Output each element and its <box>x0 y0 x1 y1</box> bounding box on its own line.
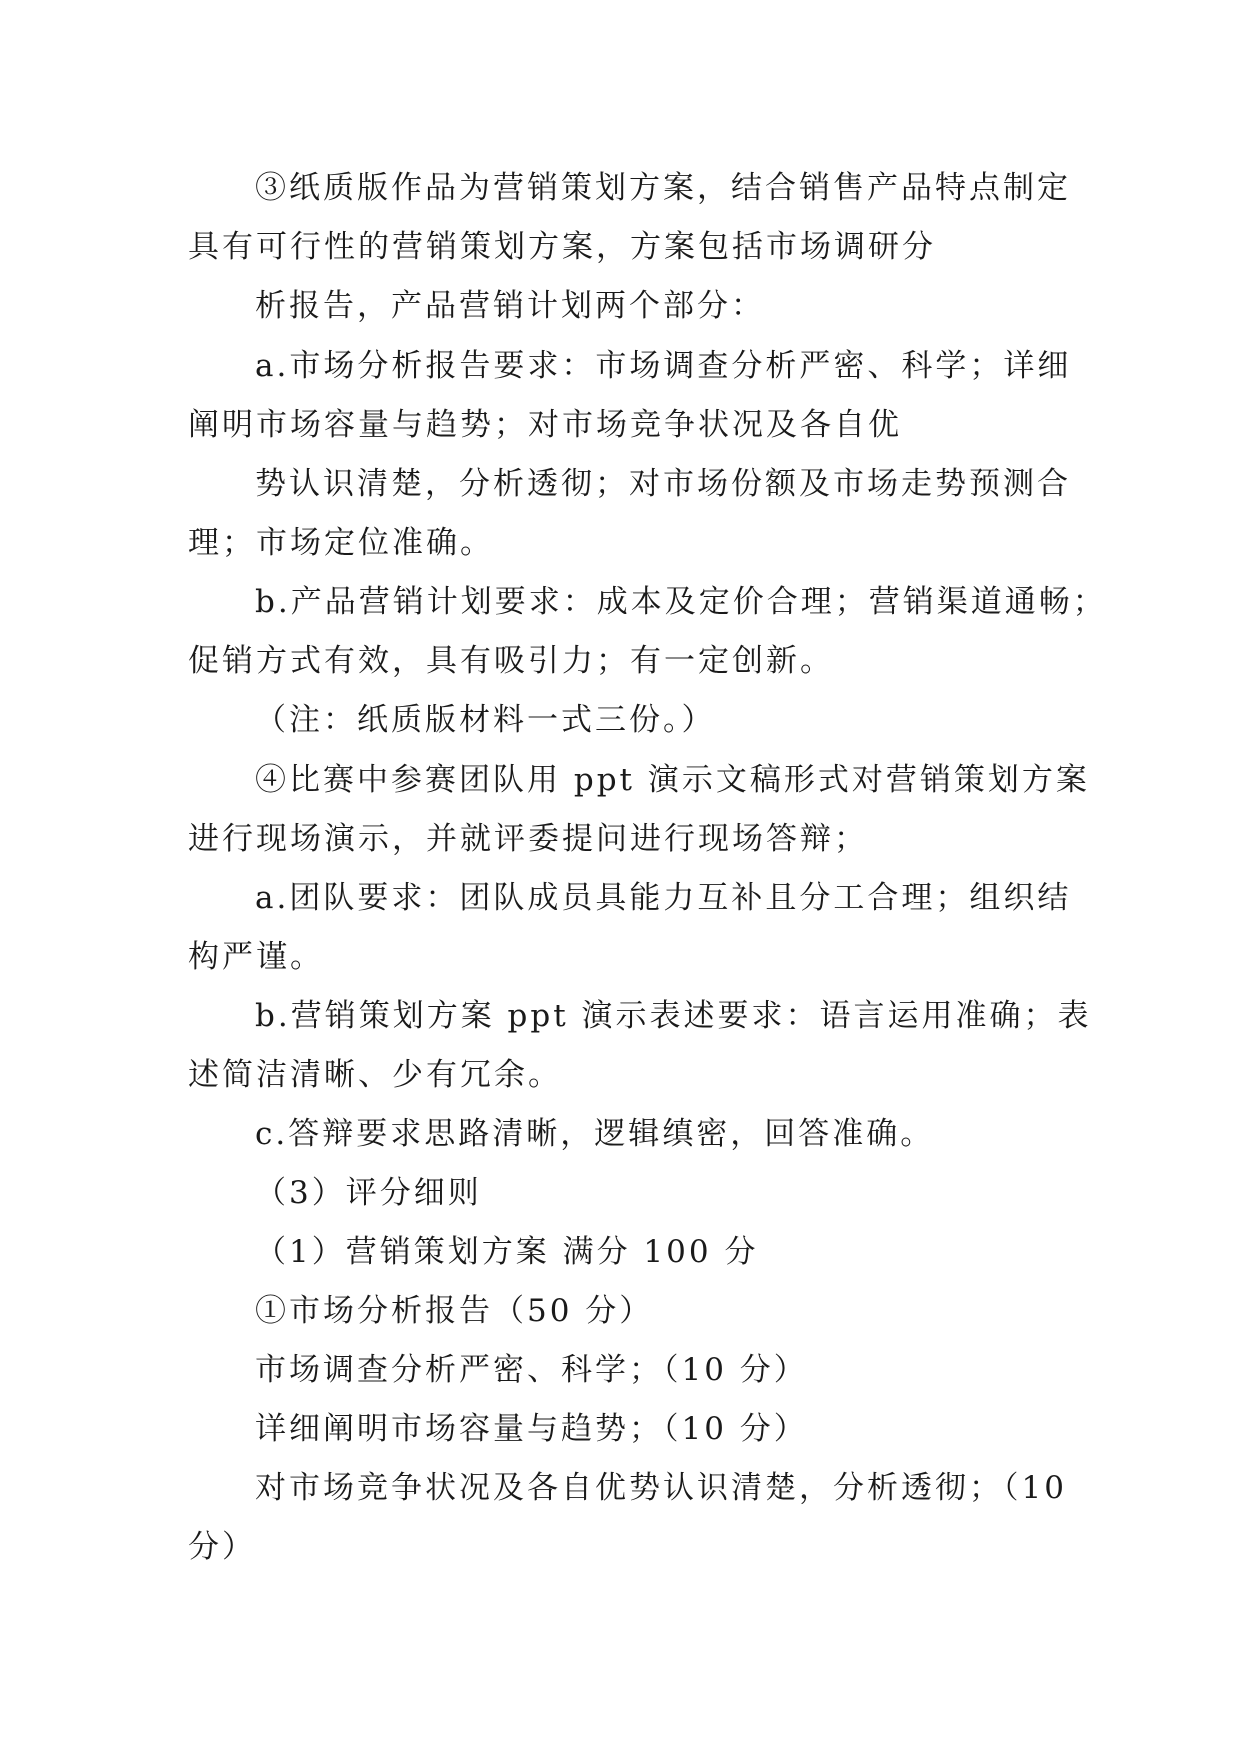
paragraph-line: c.答辩要求思路清晰，逻辑缜密，回答准确。 <box>255 1116 935 1152</box>
paragraph-line: a.团队要求：团队成员具能力互补且分工合理；组织结 <box>255 880 1072 916</box>
list-item: 市场调查分析严密、科学；（10 分） <box>255 1352 808 1388</box>
paragraph-line: 阐明市场容量与趋势；对市场竞争状况及各自优 <box>188 407 902 443</box>
list-item: 详细阐明市场容量与趋势；（10 分） <box>255 1411 808 1447</box>
note-line: （注：纸质版材料一式三份。） <box>255 702 716 738</box>
section-heading: （3）评分细则 <box>255 1175 482 1211</box>
paragraph-line: ④比赛中参赛团队用 ppt 演示文稿形式对营销策划方案 <box>255 762 1090 798</box>
paragraph-line: ③纸质版作品为营销策划方案，结合销售产品特点制定 <box>255 170 1071 206</box>
paragraph-line: 构严谨。 <box>188 939 324 975</box>
paragraph-line: 促销方式有效，具有吸引力；有一定创新。 <box>188 643 834 679</box>
list-item: ①市场分析报告（50 分） <box>255 1293 654 1329</box>
paragraph-line: 具有可行性的营销策划方案，方案包括市场调研分 <box>188 229 936 265</box>
list-item: 对市场竞争状况及各自优势认识清楚，分析透彻；（10 <box>255 1470 1067 1506</box>
paragraph-line: 势认识清楚，分析透彻；对市场份额及市场走势预测合 <box>255 466 1071 502</box>
list-item: 分） <box>188 1529 256 1565</box>
paragraph-line: 析报告，产品营销计划两个部分： <box>255 288 765 324</box>
paragraph-line: b.营销策划方案 ppt 演示表述要求：语言运用准确；表 <box>255 998 1092 1034</box>
paragraph-line: 理；市场定位准确。 <box>188 525 494 561</box>
paragraph-line: 述简洁清晰、少有冗余。 <box>188 1057 562 1093</box>
paragraph-line: b.产品营销计划要求：成本及定价合理；营销渠道通畅； <box>255 584 1107 620</box>
paragraph-line: a.市场分析报告要求：市场调查分析严密、科学；详细 <box>255 348 1072 384</box>
section-heading: （1）营销策划方案 满分 100 分 <box>255 1234 759 1270</box>
paragraph-line: 进行现场演示，并就评委提问进行现场答辩； <box>188 821 868 857</box>
